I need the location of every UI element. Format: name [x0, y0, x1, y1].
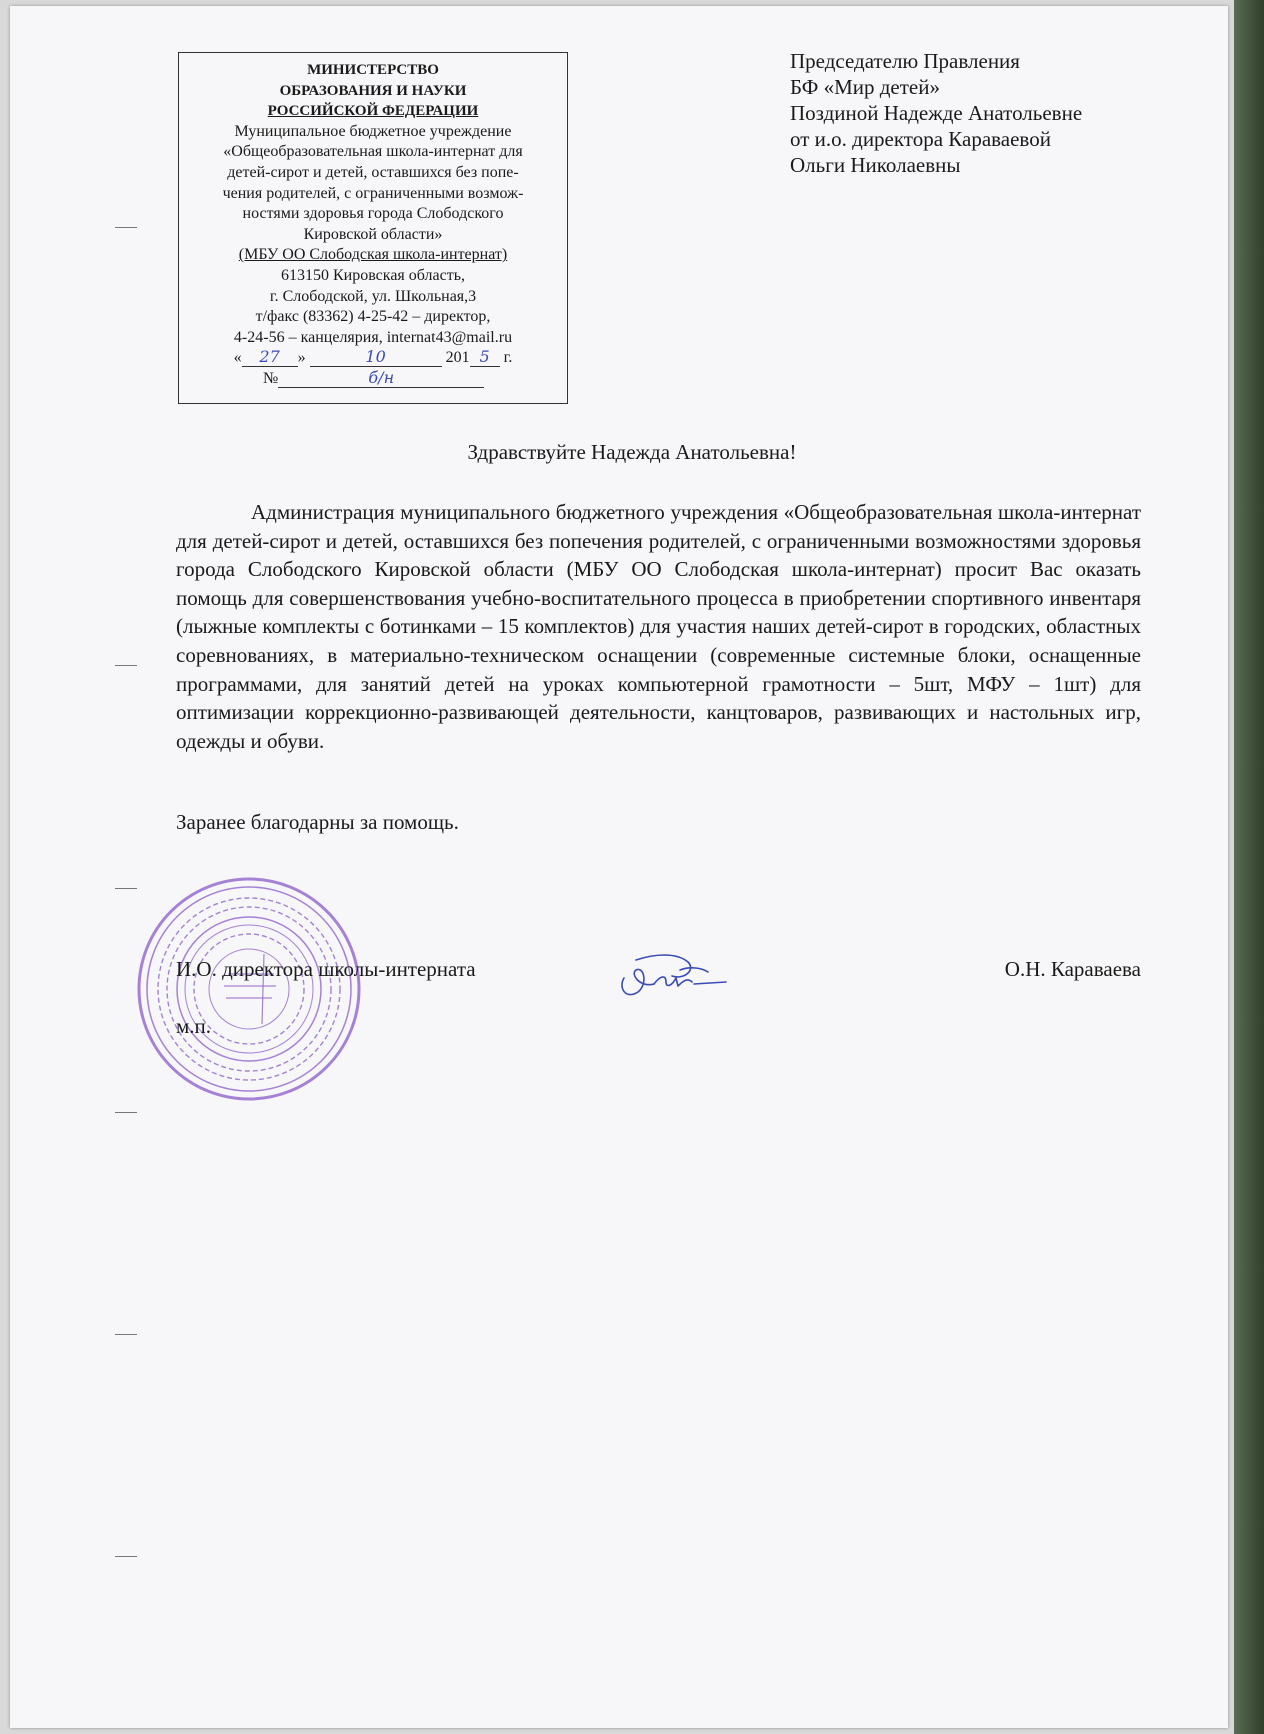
letterhead-line: ностями здоровья города Слободского — [242, 205, 504, 223]
recipient-line: Поздиной Надежде Анатольевне — [790, 101, 1083, 125]
recipient-line: Председателю Правления — [790, 49, 1020, 73]
greeting: Здравствуйте Надежда Анатольевна! — [467, 440, 797, 464]
date-month: 10 — [310, 348, 442, 367]
letterhead-line: «Общеобразовательная школа-интернат для — [223, 143, 523, 161]
date-day: 27 — [242, 348, 298, 367]
letter-body: Администрация муниципального бюджетного учреждения «Общеобразовательная школа-интернат для детей-сирот и детей, оставшихся без попечения родителей, с ограниченными возможностями здоровья города Слободского Кировской области (МБУ ОО Слободская школа-интернат) просит Вас оказать помощь для совершенствования учебно-воспитательного процесса в приобретении спортивного инвентаря (лыжные комплекты с ботинками – 15 комплектов) для участия наших детей-сирот в городских, областных соревнованиях, в материально-техническом оснащении (современные системные блоки, оснащенные программами, для занятий детей на уроках компьютерной грамотности – 5шт, МФУ – 1шт) для оптимизации коррекционно-развивающей деятельности, канцтоваров, развивающих и настольных игр, одежды и обуви. — [176, 500, 1141, 753]
letterhead-phone: 4-24-56 – канцелярия, internat43@mail.ru — [233, 328, 513, 346]
handwritten-signature — [614, 940, 734, 1010]
margin-mark — [115, 1112, 137, 1113]
seal-label: м.п. — [176, 1014, 212, 1038]
letterhead-ministry: МИНИСТЕРСТВО — [307, 62, 439, 78]
letterhead-ministry: РОССИЙСКОЙ ФЕДЕРАЦИИ — [267, 103, 479, 120]
round-seal-stamp — [134, 874, 364, 1104]
recipient-line: от и.о. директора Караваевой — [790, 127, 1051, 151]
letterhead-address: г. Слободской, ул. Школьная,3 — [269, 287, 477, 305]
letterhead-ministry: ОБРАЗОВАНИЯ И НАУКИ — [279, 82, 467, 99]
margin-mark — [115, 665, 137, 666]
recipient-line: БФ «Мир детей» — [790, 75, 940, 99]
letterhead-line: чения родителей, с ограниченными возмож- — [222, 184, 524, 202]
margin-mark — [115, 227, 137, 228]
recipient-line: Ольги Николаевны — [790, 153, 961, 177]
margin-mark — [115, 1556, 137, 1557]
margin-mark — [115, 1334, 137, 1335]
signatory-title: И.О. директора школы-интерната — [176, 957, 476, 981]
letterhead-line: детей-сирот и детей, оставшихся без попе- — [227, 163, 519, 181]
letterhead-phone: т/факс (83362) 4-25-42 – директор, — [255, 308, 491, 326]
recipient-block — [790, 48, 1082, 178]
outgoing-number: б/н — [278, 369, 484, 388]
signer-name: О.Н. Караваева — [1004, 957, 1141, 981]
date-year: 5 — [470, 348, 500, 367]
letterhead-number: № б/н — [179, 369, 567, 390]
letterhead-line: Муниципальное бюджетное учреждение — [234, 122, 512, 140]
letterhead-date: « 27 » 10 201 5 г. — [233, 347, 513, 367]
closing-thanks: Заранее благодарны за помощь. — [176, 810, 459, 834]
scanner-edge — [1234, 0, 1264, 1734]
letterhead-address: 613150 Кировская область, — [280, 266, 465, 284]
letterhead-short-name: (МБУ ОО Слободская школа-интернат) — [238, 246, 508, 264]
letterhead-line: Кировской области» — [303, 225, 443, 243]
letterhead-box — [178, 52, 568, 404]
